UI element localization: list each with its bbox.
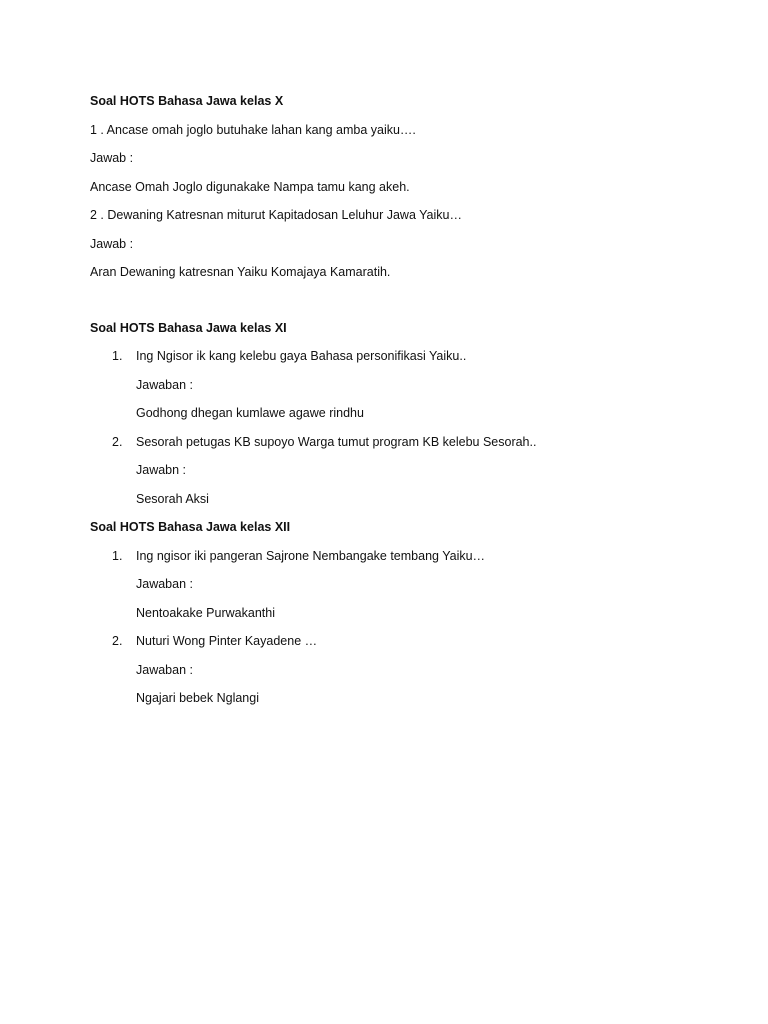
section-xii-question-2 xyxy=(90,632,708,650)
section-xi-question-1 xyxy=(90,347,708,365)
section-x-answer-1: Ancase Omah Joglo digunakake Nampa tamu kang akeh. xyxy=(90,179,410,194)
question-text: Nuturi Wong Pinter Kayadene … xyxy=(136,634,318,648)
list-number: 2. xyxy=(112,634,123,648)
section-xi-answer-2-label: Jawabn : xyxy=(136,463,187,477)
list-number: 1. xyxy=(112,349,123,363)
list-number: 1. xyxy=(112,548,123,563)
section-xii-question-1 xyxy=(90,547,708,565)
section-xii-answer-1-label: Jawaban : xyxy=(136,577,193,591)
section-x-question-1: 1 . Ancase omah joglo butuhake lahan kang amba yaiku…. xyxy=(90,122,416,137)
section-xii-heading: Soal HOTS Bahasa Jawa kelas XII xyxy=(90,520,291,534)
section-xi-question-2 xyxy=(90,433,708,451)
section-x-question-2: 2 . Dewaning Katresnan miturut Kapitadosan Leluhur Jawa Yaiku… xyxy=(90,208,462,222)
section-xi-heading: Soal HOTS Bahasa Jawa kelas XI xyxy=(90,320,287,335)
section-xii-answer-2: Ngajari bebek Nglangi xyxy=(136,691,259,705)
section-xi-answer-1-label: Jawaban : xyxy=(136,377,193,392)
section-xi-answer-1: Godhong dhegan kumlawe agawe rindhu xyxy=(136,406,364,420)
section-xii-answer-2-label: Jawaban : xyxy=(136,662,193,677)
section-x-answer-2: Aran Dewaning katresnan Yaiku Komajaya Kamaratih. xyxy=(90,265,391,279)
section-x-answer-2-label: Jawab : xyxy=(90,236,134,251)
question-text: Ing Ngisor ik kang kelebu gaya Bahasa personifikasi Yaiku.. xyxy=(136,349,467,363)
section-xii-answer-1: Nentoakake Purwakanthi xyxy=(136,605,275,620)
section-x-answer-1-label: Jawab : xyxy=(90,151,134,165)
list-number: 2. xyxy=(112,434,123,449)
question-text: Ing ngisor iki pangeran Sajrone Nembangake tembang Yaiku… xyxy=(136,548,486,563)
section-spacer xyxy=(90,292,708,319)
section-x-heading: Soal HOTS Bahasa Jawa kelas X xyxy=(90,94,284,108)
question-text: Sesorah petugas KB supoyo Warga tumut program KB kelebu Sesorah.. xyxy=(136,434,537,449)
section-xi-answer-2: Sesorah Aksi xyxy=(136,491,209,506)
